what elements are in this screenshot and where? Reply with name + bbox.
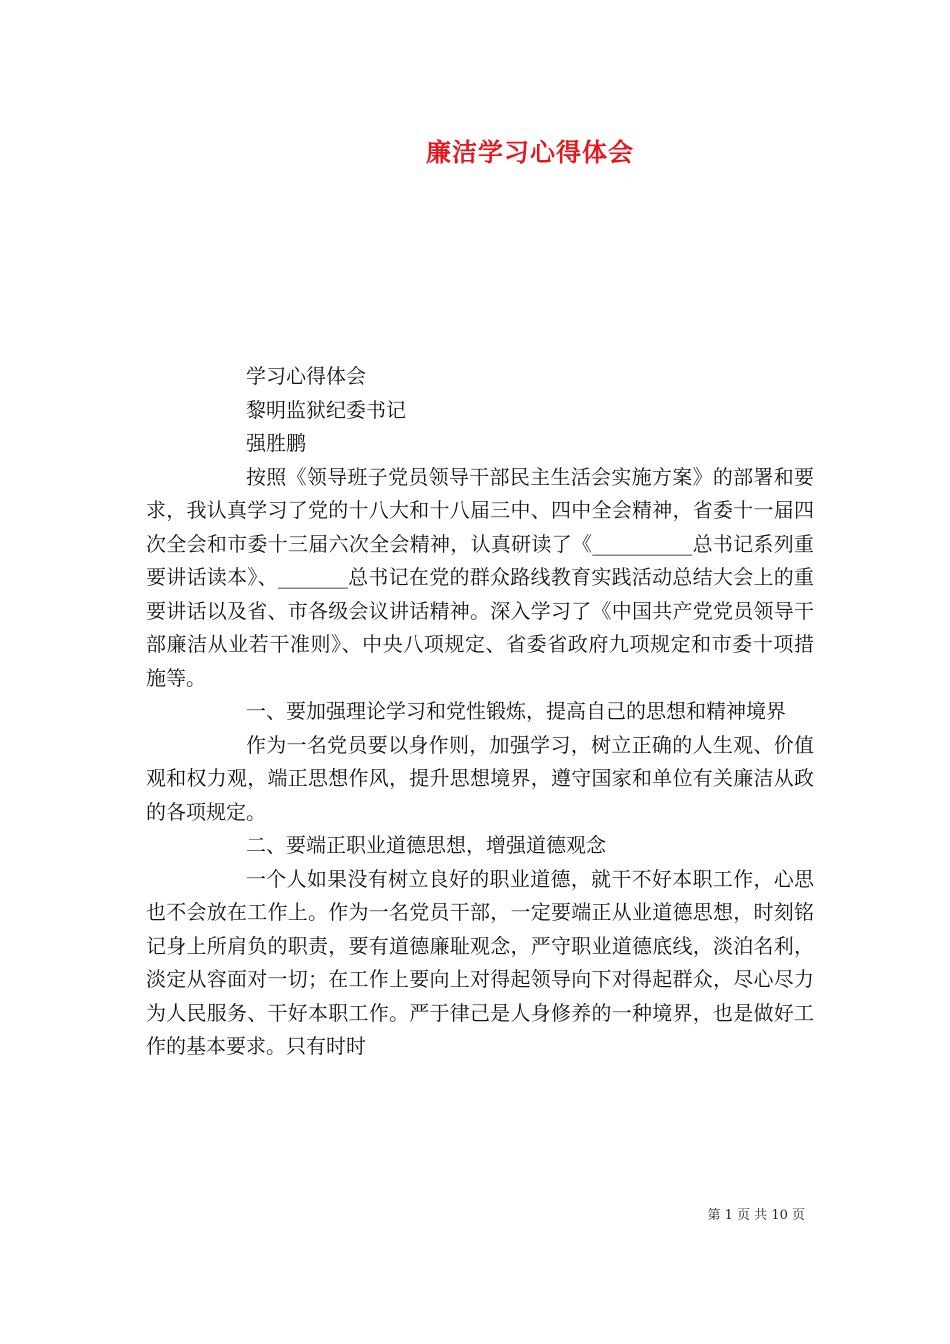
section-heading-2: 二、要端正职业道德思想，增强道德观念 [246, 833, 606, 857]
paragraph-intro: 按照《领导班子党员领导干部民主生活会实施方案》的部署和要求，我认真学习了党的十八大和十八届三中、四中全会精神，省委十一届四次全会和市委十三届六次全会精神，认真研读了《__________总书记系列重要讲话读本》、_______总书记在党的群众路线教育实践活动总结大会上的重要讲话以及省、市各级会议讲话精神。深入学习了《中国共产党党员领导干部廉洁从业若干准则》、中央八项规定、省委省政府九项规定和市委十项措施等。 [146, 464, 814, 690]
document-title: 廉洁学习心得体会 [425, 138, 634, 167]
section-heading-1: 一、要加强理论学习和党性锻炼，提高自己的思想和精神境界 [246, 699, 786, 723]
page-number-footer: 第 1 页 共 10 页 [707, 1208, 805, 1223]
paragraph-section-2: 一个人如果没有树立良好的职业道德，就干不好本职工作，心思也不会放在工作上。作为一名党员干部，一定要端正从业道德思想，时刻铭记身上所肩负的职责，要有道德廉耻观念，严守职业道德底线，淡泊名利，淡定从容面对一切；在工作上要向上对得起领导向下对得起群众，尽心尽力为人民服务、干好本职工作。严于律己是人身修养的一种境界，也是做好工作的基本要求。只有时时 [146, 866, 814, 1058]
header-line-author: 强胜鹏 [246, 431, 306, 455]
document-body [146, 360, 814, 1064]
paragraph-section-1: 作为一名党员要以身作则，加强学习，树立正确的人生观、价值观和权力观，端正思想作风，提升思想境界，遵守国家和单位有关廉洁从政的各项规定。 [146, 732, 814, 824]
header-line-position: 黎明监狱纪委书记 [246, 397, 406, 422]
header-line-topic: 学习心得体会 [246, 364, 366, 388]
